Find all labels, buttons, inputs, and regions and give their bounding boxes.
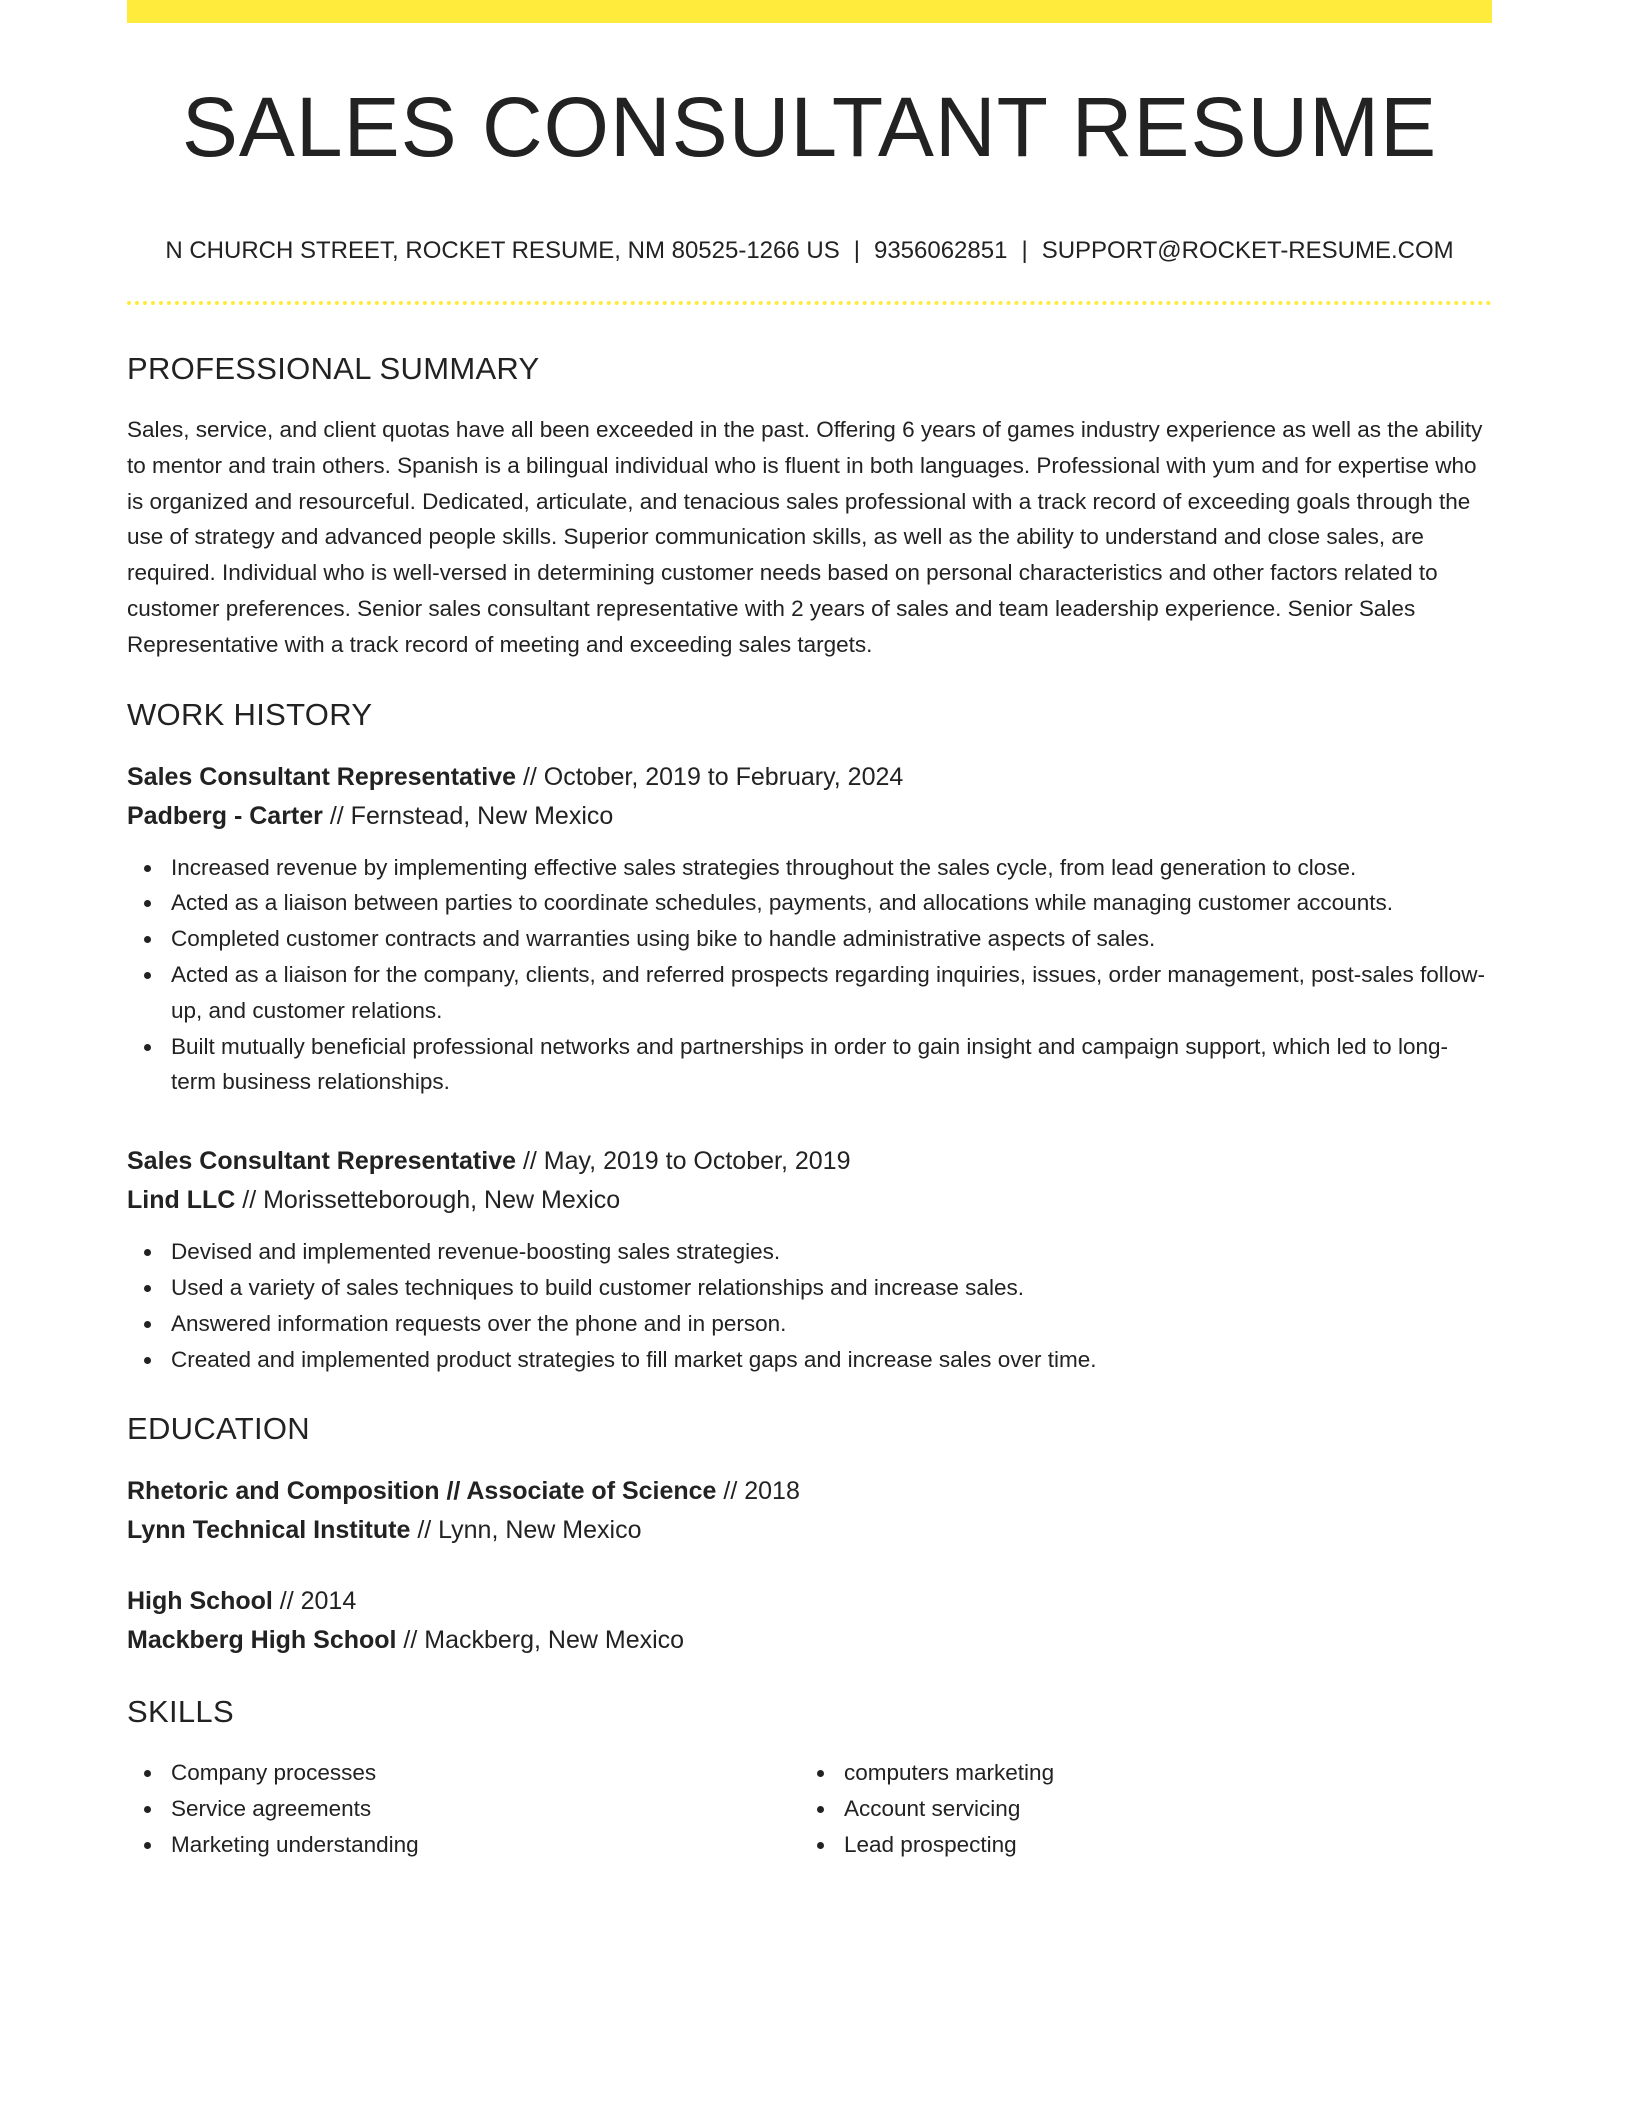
education-entry [127,1472,1492,1550]
list-item: Completed customer contracts and warranties using bike to handle administrative aspects of sales. [171,921,1492,957]
skills-right-list [800,1755,1473,1862]
list-item: Acted as a liaison between parties to coordinate schedules, payments, and allocations while managing customer accounts. [171,885,1492,921]
school: Lynn Technical Institute [127,1516,411,1545]
list-item: Built mutually beneficial professional networks and partnerships in order to gain insight and campaign support, which led to long-term business relationships. [171,1029,1492,1101]
summary-heading: PROFESSIONAL SUMMARY [127,351,540,386]
address: N CHURCH STREET, ROCKET RESUME, NM 80525-1266 US [165,237,840,264]
contact-line [127,239,1492,263]
skill-item: Account servicing [844,1791,1473,1827]
dotted-divider [127,301,1492,305]
list-item: Used a variety of sales techniques to build customer relationships and increase sales. [171,1270,1492,1306]
degree-year: // 2018 [716,1477,800,1506]
job-company-line [127,1181,1492,1220]
degree: Rhetoric and Composition // Associate of Science [127,1477,717,1506]
school-location: // Lynn, New Mexico [410,1516,642,1545]
job-title-line [127,1142,1492,1181]
job-location: // Morissetteborough, New Mexico [235,1186,621,1215]
skills-left-list [127,1755,800,1862]
list-item: Devised and implemented revenue-boosting sales strategies. [171,1234,1492,1270]
job-bullets [127,850,1492,1101]
job-title: Sales Consultant Representative [127,1147,517,1176]
skill-item: Marketing understanding [171,1827,800,1863]
resume-page [127,0,1492,1863]
email: SUPPORT@ROCKET-RESUME.COM [1041,237,1454,264]
job-title-line [127,758,1492,797]
skill-item: Service agreements [171,1791,800,1827]
school: Mackberg High School [127,1626,397,1655]
degree: High School [127,1587,273,1616]
accent-bar [127,0,1492,23]
list-item: Acted as a liaison for the company, clients, and referred prospects regarding inquiries, issues, order management, post-sales follow-up, and customer relations. [171,957,1492,1029]
degree-year: // 2014 [272,1587,357,1616]
phone: 9356062851 [873,237,1008,264]
job-company: Lind LLC [127,1186,236,1215]
school-location: // Mackberg, New Mexico [396,1626,685,1655]
education-heading: EDUCATION [127,1411,310,1447]
list-item: Created and implemented product strategies to fill market gaps and increase sales over time. [171,1342,1492,1378]
job-entry [127,1142,1492,1377]
education-entry [127,1582,1492,1660]
job-dates: // October, 2019 to February, 2024 [516,762,904,791]
skill-item: Lead prospecting [844,1827,1473,1863]
skill-item: computers marketing [844,1755,1473,1791]
job-location: // Fernstead, New Mexico [322,801,614,830]
job-company-line [127,797,1492,836]
resume-title: SALES CONSULTANT RESUME [181,80,1438,174]
skills-columns [127,1755,1492,1862]
degree-line [127,1582,1492,1621]
skills-heading: SKILLS [127,1694,234,1730]
summary-text: Sales, service, and client quotas have all been exceeded in the past. Offering 6 years of games industry experience as well as the ability to mentor and train others. Spanish is a bilingual individual who is fluent in both languages. Professional with yum and for expertise who is organized and resourceful. Dedicated, articulate, and tenacious sales professional with a track record of exceeding goals through the use of strategy and advanced people skills. Superior communication skills, as well as the ability to understand and close sales, are required. Individual who is well-versed in determining customer needs based on personal characteristics and other factors related to customer preferences. Senior sales consultant representative with 2 years of sales and team leadership experience. Senior Sales Representative with a track record of meeting and exceeding sales targets. [127,417,1483,657]
skill-item: Company processes [171,1755,800,1791]
job-dates: // May, 2019 to October, 2019 [516,1147,851,1176]
list-item: Answered information requests over the phone and in person. [171,1306,1492,1342]
list-item: Increased revenue by implementing effective sales strategies throughout the sales cycle, from lead generation to close. [171,850,1492,886]
separator: | [853,237,860,264]
school-line [127,1511,1492,1550]
job-title: Sales Consultant Representative [127,762,517,791]
job-entry [127,758,1492,1101]
school-line [127,1621,1492,1660]
job-bullets [127,1234,1492,1377]
separator: | [1021,237,1028,264]
job-company: Padberg - Carter [127,801,323,830]
degree-line [127,1472,1492,1511]
work-history-heading: WORK HISTORY [127,696,373,732]
